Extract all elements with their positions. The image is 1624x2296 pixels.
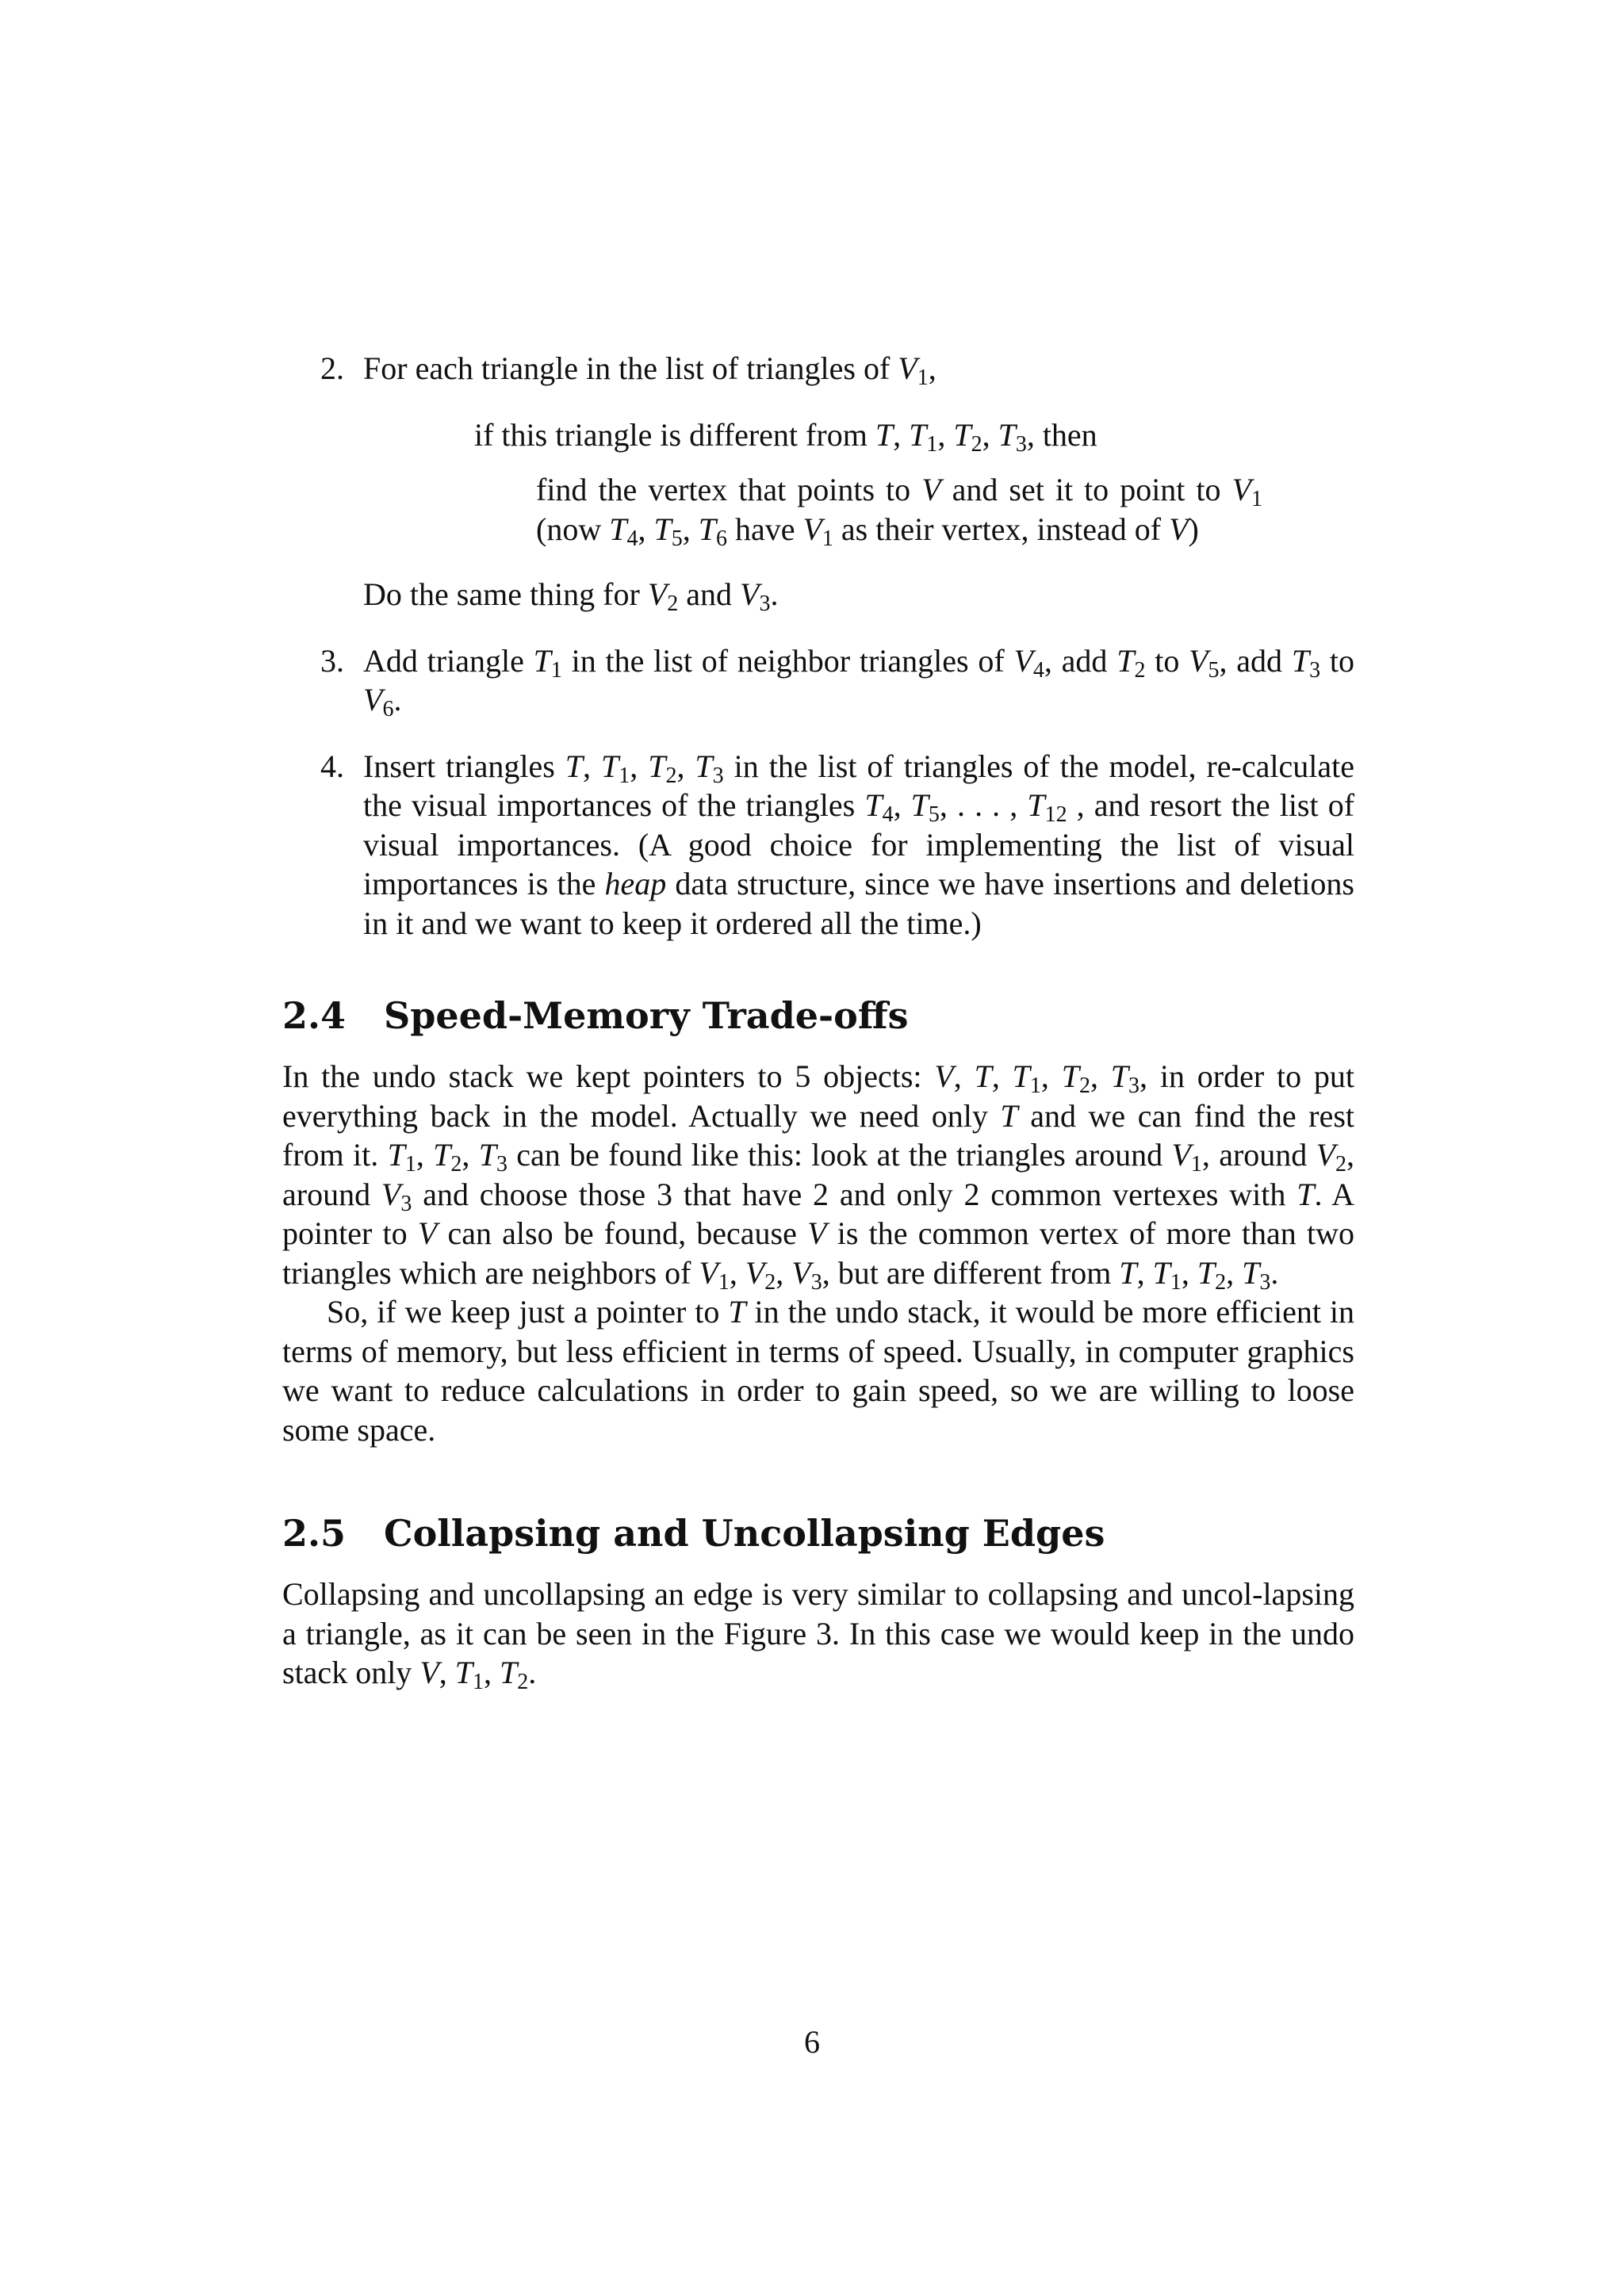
list-number: 4.	[320, 748, 344, 784]
list-number: 3.	[320, 642, 344, 679]
list-item-4	[282, 747, 1354, 943]
page-body	[282, 349, 1354, 1693]
section-number: 2.5	[282, 1512, 347, 1555]
section-heading	[282, 992, 1354, 1039]
list-item-text: Add triangle $T_1$ in the list of neighbor triangles of $V_4$, add $T_2$ to $V_5$, add $T_3$ to $V_6$.	[363, 642, 1354, 721]
section-heading	[282, 1510, 1354, 1557]
list-item-text: For each triangle in the list of triangles of $V_1$,	[363, 350, 936, 390]
paragraph: In the undo stack we kept pointers to 5 objects: V, T, $T_1$, $T_2$, $T_3$, in order to put everything back in the model. Actually we need only T and we can find the rest from it. $T_1$, $T_2$, $T_3$ can be found like this: look at the triangles around $V_1$, around $V_2$, around $V_3$ and choose those 3 that have 2 and only 2 common vertexes with T. A pointer to V can also be found, because V is the common vertex of more than two triangles which are neighbors of $V_1$, $V_2$, $V_3$, but are different from T, $T_1$, $T_2$, $T_3$.	[282, 1058, 1355, 1295]
action-text: find the vertex that points to V and set it to point to $V_1$ (now $T_4$, $T_5$, $T_6$ have $V_1$ as their vertex, instead of V)	[536, 472, 1262, 551]
paragraph: Collapsing and uncollapsing an edge is very similar to collapsing and uncol-lapsing a triangle, as it can be seen in the Figure 3. In this case we would keep in the undo stack only V, $T_1$, $T_2$.	[282, 1576, 1354, 1694]
section-number: 2.4	[282, 994, 347, 1037]
list-item-3	[282, 641, 1354, 720]
section-title: Speed-Memory Trade-offs	[384, 994, 909, 1037]
list-item-2	[282, 349, 1354, 614]
list-item-text: Insert triangles T, $T_1$, $T_2$, $T_3$ in the list of triangles of the model, re-calculate the visual importances of the triangles $T_4$, $T_5$, . . . , $T_{12}$ , and resort the list of visual importances. (A good choice for implementing the list of visual importances is the heap data structure, since we have insertions and deletions in it and we want to keep it ordered all the time.)	[363, 748, 1355, 941]
paragraph: So, if we keep just a pointer to T in the undo stack, it would be more efficient in terms of memory, but less efficient in terms of speed. Usually, in computer graphics we want to reduce calculations in order to gain speed, so we are willing to loose some space.	[282, 1294, 1354, 1448]
condition-text: if this triangle is different from T, $T_1$, $T_2$, $T_3$, then	[474, 416, 1097, 457]
after-text: Do the same thing for $V_2$ and $V_3$.	[363, 576, 779, 616]
list-number: 2.	[320, 350, 344, 386]
page-number: 6	[804, 2024, 820, 2060]
section-title: Collapsing and Uncollapsing Edges	[384, 1512, 1105, 1555]
